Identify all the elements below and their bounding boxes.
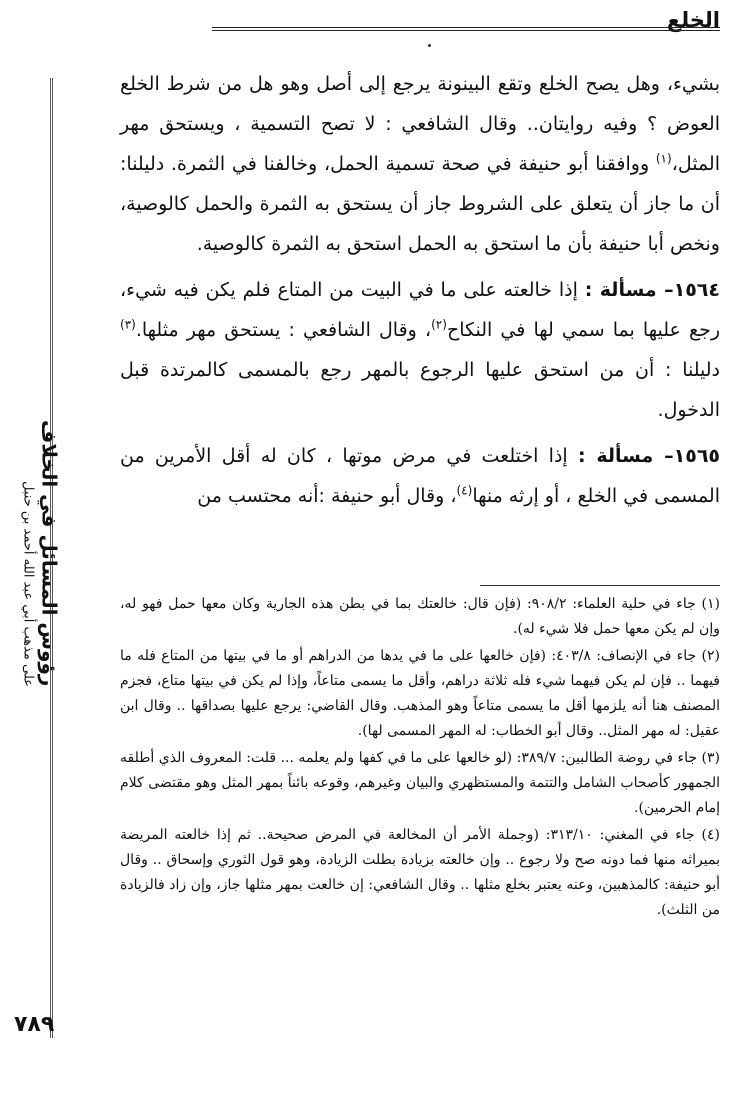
footnote-2: (٢) جاء في الإنصاف: ٤٠٣/٨: (فإن خالعها على ما في يدها من الدراهم أو ما في بيتها من المتاع فله ما فيهما .. فإن لم يكن فيهما شيء فله ثلاثة دراهم، وأقل ما يسمى متاعاً، وإذا لم يكن في بيتها متاع، فجزم المصنف هنا أنه يلزمها أقل ما يسمى متاعاً وهو المذهب. وقال القاضي: يرجع عليها بصداقها .. وقال ابن عقيل: له مهر المثل.. وقال أبو الخطاب: له المهر المسمى لها). bbox=[120, 648, 720, 739]
issue-text: دليلنا : أن من استحق عليها الرجوع بالمهر رجع بالمسمى كالمرتدة قبل الدخول. bbox=[120, 359, 720, 421]
page-number: ٧٨٩ bbox=[14, 1012, 55, 1037]
margin-book-title bbox=[10, 420, 70, 880]
issue-1564 bbox=[120, 270, 720, 430]
footnote-ref-3[interactable]: (٣) bbox=[120, 317, 136, 332]
footnote-4: (٤) جاء في المغني: ٣١٣/١٠: (وجملة الأمر أن المخالعة في المرض صحيحة.. ثم إذا خالعته المريضة بميراثه منها فما دونه صح ولا رجوع .. وإن خالعته بزيادة بطلت الزيادة، وهو قول الثوري وإسحاق .. وقال أبو حنيفة: كالمذهبين، وعنه يعتبر بخلع مثلها .. وقال الشافعي: إن خالعت بمهر مثلها جاز، وإن زاد فالزيادة من الثلث). bbox=[120, 827, 720, 918]
main-text bbox=[120, 64, 720, 516]
issue-text: ، وقال الشافعي : يستحق مهر مثلها. bbox=[135, 319, 432, 341]
issue-heading: ١٥٦٤– مسألة : bbox=[584, 279, 720, 301]
header-rule bbox=[212, 27, 720, 31]
paragraph-text: بشيء، وهل يصح الخلع وتقع البينونة يرجع إلى أصل وهو هل من شرط الخلع العوض ؟ وفيه روايتان.. وقال الشافعي : لا تصح التسمية ، ويستحق مهر المثل، bbox=[120, 73, 720, 175]
issue-text: إذا خالعته على ما في البيت من المتاع فلم يكن فيه شيء، رجع عليها بما سمي لها في النكاح bbox=[120, 279, 720, 341]
margin-title-main: رؤوس المسائل في الخلاف bbox=[37, 420, 62, 687]
paragraph-text: ووافقنا أبو حنيفة في صحة تسمية الحمل، وخالفنا في الثمرة. دليلنا: أن ما جاز أن يتعلق على الشروط جاز أن يستحق به الثمرة والحمل كالوصية، ونخص أبا حنيفة بأن ما استحق به الحمل استحق به الثمرة كالوصية. bbox=[120, 153, 720, 255]
running-header-title: الخلع bbox=[666, 8, 720, 32]
footnote-ref-1[interactable]: (١) bbox=[655, 151, 672, 166]
issue-heading: ١٥٦٥– مسألة : bbox=[577, 445, 721, 467]
header-dot bbox=[428, 44, 431, 47]
footnote-3: (٣) جاء في روضة الطالبين: ٣٨٩/٧: (لو خالعها على ما في كفها ولم يعلمه ... قلت: المعروف الذي أطلقه الجمهور كأصحاب الشامل والتتمة والمستظهري والبيان وغيرهم، وقوعه بائناً بمهر المثل وهو مقتضى كلام إمام الحرمين). bbox=[120, 750, 720, 816]
footnotes bbox=[120, 592, 720, 925]
footnote-ref-2[interactable]: (٢) bbox=[431, 317, 447, 332]
paragraph-continuation bbox=[120, 64, 720, 264]
issue-text: ، وقال أبو حنيفة :أنه محتسب من bbox=[197, 485, 457, 507]
issue-1565 bbox=[120, 436, 720, 516]
issue-text: إذا اختلعت في مرض موتها ، كان له أقل الأمرين من المسمى في الخلع ، أو إرثه منها bbox=[120, 445, 720, 507]
footnote-ref-4[interactable]: (٤) bbox=[456, 483, 473, 498]
footnote-separator bbox=[480, 585, 720, 586]
margin-title-sub: على مذهب أبي عبد الله أحمد بن حنبل bbox=[20, 480, 36, 687]
footnote-1: (١) جاء في حلية العلماء: ٩٠٨/٢: (فإن قال: خالعتك بما في بطن هذه الجارية وكان معها حمل فهو له، وإن لم يكن معها حمل فلا شيء له). bbox=[120, 596, 720, 637]
